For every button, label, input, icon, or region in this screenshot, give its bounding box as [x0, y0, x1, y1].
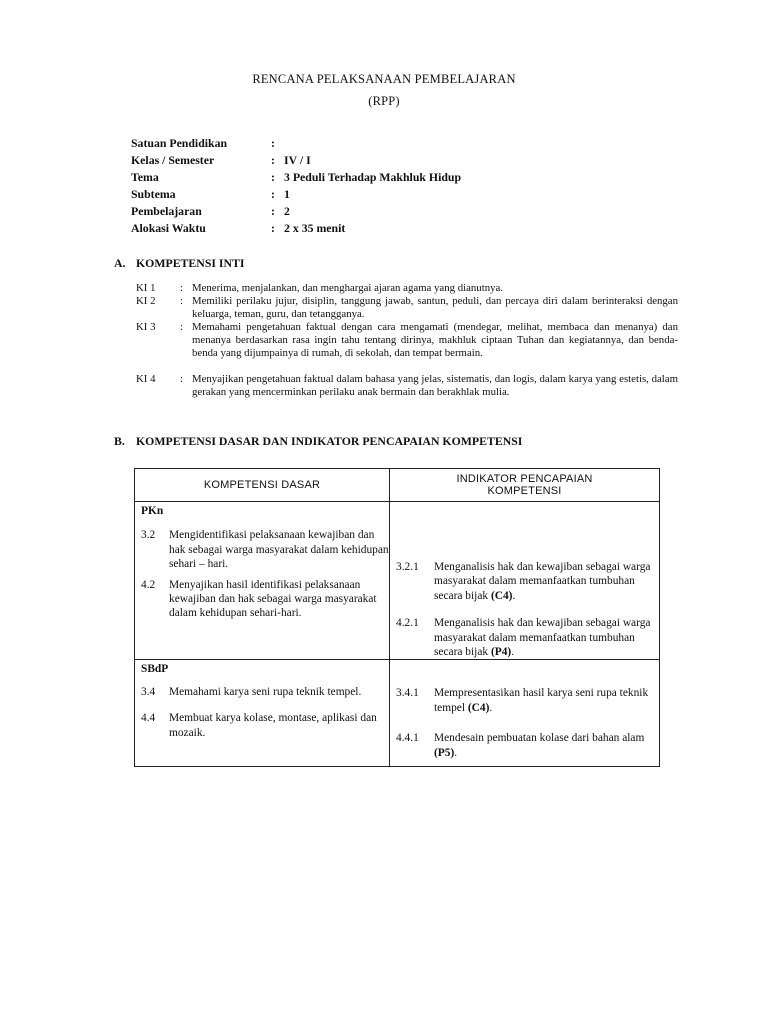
ki-colon: :: [180, 321, 183, 333]
section-b-heading: [114, 434, 522, 449]
identity-colon: :: [271, 187, 275, 201]
ki-label: KI 1: [136, 282, 156, 294]
identity-colon: :: [271, 153, 275, 167]
kd-text: Memahami karya seni rupa teknik tempel.: [169, 685, 362, 698]
document-subtitle: (RPP): [368, 94, 400, 108]
table-header-row: [135, 469, 660, 502]
identity-label: Satuan Pendidikan: [131, 136, 228, 150]
kd-item: [135, 578, 389, 621]
ki-colon: :: [180, 373, 183, 385]
identity-label: Alokasi Waktu: [131, 221, 206, 235]
kd-text: Mengidentifikasi pelaksanaan kewajiban dan hak sebagai warga masyarakat dalam kehidupan sehari – hari.: [169, 529, 389, 571]
identity-value: 3 Peduli Terhadap Makhluk Hidup: [284, 170, 462, 184]
identity-colon: :: [271, 170, 275, 184]
ki-label: KI 2: [136, 295, 156, 307]
indicator-code: (P5): [434, 746, 455, 759]
indicator-text: Menganalisis hak dan kewajiban sebagai warga masyarakat dalam memanfaatkan tumbuhan secara bijak: [434, 617, 651, 659]
section-letter: B.: [114, 434, 125, 448]
kd-number: 3.2: [141, 529, 156, 542]
indicator-code: (P4): [490, 646, 512, 659]
identity-value: 2: [284, 204, 290, 218]
document-title: RENCANA PELAKSANAAN PEMBELAJARAN: [252, 72, 516, 86]
ki-text: Menyajikan pengetahuan faktual dalam bahasa yang jelas, sistematis, dan logis, dalam karya yang estetis, dalam gerakan yang mencerminkan perilaku anak bermain dan berakhlak mulia.: [192, 373, 678, 399]
kd-text: Membuat karya kolase, montase, aplikasi dan mozaik.: [169, 712, 377, 739]
indicator-item: [390, 560, 659, 603]
indicator-end: .: [454, 746, 458, 759]
indicator-text: Menganalisis hak dan kewajiban sebagai warga masyarakat dalam memanfaatkan tumbuhan secara bijak: [434, 561, 651, 602]
identity-colon: :: [271, 221, 275, 235]
header-kd-label: KOMPETENSI DASAR: [203, 479, 321, 491]
header-indicator: [390, 469, 660, 502]
identity-colon: :: [271, 204, 275, 218]
ki-text: Menerima, menjalankan, dan menghargai ajaran agama yang dianutnya.: [192, 282, 503, 294]
competency-table: [134, 468, 660, 767]
indicator-number: 3.2.1: [396, 561, 419, 573]
ki-colon: :: [180, 282, 183, 294]
indicator-number: 3.4.1: [396, 687, 419, 700]
ki-text: Memiliki perilaku jujur, disiplin, tanggung jawab, santun, peduli, dan percaya diri dalam berinteraksi dengan keluarga, teman, guru, dan tetangganya.: [192, 295, 678, 321]
indicator-code: (C4): [490, 589, 513, 602]
indicator-end: .: [489, 701, 493, 714]
indicator-item: [390, 616, 659, 659]
section-a-heading: [114, 256, 245, 271]
kd-number: 4.2: [141, 578, 156, 591]
kd-item: [135, 685, 389, 699]
ki-item-3: [136, 321, 678, 361]
header-indicator-line2: KOMPETENSI: [487, 485, 562, 497]
indicator-end: .: [511, 646, 515, 659]
kd-item: [135, 528, 389, 571]
indicator-code: (C4): [467, 701, 490, 714]
identity-value: 2 x 35 menit: [284, 221, 346, 235]
section-title: KOMPETENSI DASAR DAN INDIKATOR PENCAPAIAN KOMPETENSI: [136, 434, 523, 448]
subject-label: PKn: [141, 505, 164, 517]
section-letter: A.: [114, 256, 126, 270]
identity-label: Subtema: [131, 187, 176, 201]
indicator-cell: [390, 660, 660, 767]
ki-item-1: [136, 282, 678, 295]
indicator-cell: [390, 502, 660, 660]
kd-text: Menyajikan hasil identifikasi pelaksanaan kewajiban dan hak sebagai warga masyarakat dalam kehidupan sehari-hari.: [169, 578, 377, 620]
indicator-text: Mempresentasikan hasil karya seni rupa teknik tempel: [434, 687, 649, 714]
identity-label: Pembelajaran: [131, 204, 202, 218]
indicator-text: Mendesain pembuatan kolase dari bahan alam: [434, 732, 645, 745]
kd-cell: [135, 502, 390, 660]
section-title: KOMPETENSI INTI: [136, 256, 245, 270]
kd-cell: [135, 660, 390, 767]
identity-label: Kelas / Semester: [131, 153, 215, 167]
ki-text: Memahami pengetahuan faktual dengan cara mengamati (mendegar, melihat, membaca dan menanya) dan menanya berdasarkan rasa ingin tahu tentang dirinya, makhluk ciptaan Tuhan dan kegiatannya, dan benda-benda yang dijumpainya di rumah, di sekolah, dan tempat bermain.: [192, 321, 678, 360]
identity-colon: :: [271, 136, 275, 150]
table-row: [135, 502, 660, 660]
ki-label: KI 4: [136, 373, 156, 385]
identity-label: Tema: [131, 170, 159, 184]
ki-label: KI 3: [136, 321, 156, 333]
kd-number: 4.4: [141, 712, 156, 725]
kd-number: 3.4: [141, 685, 156, 698]
table-row: [135, 660, 660, 767]
indicator-number: 4.2.1: [396, 617, 419, 630]
indicator-number: 4.4.1: [396, 732, 419, 745]
indicator-item: [390, 731, 659, 760]
subject-label: SBdP: [141, 663, 169, 676]
ki-colon: :: [180, 295, 183, 307]
ki-item-4: [136, 373, 678, 399]
ki-item-2: [136, 295, 678, 321]
identity-value: IV / I: [284, 153, 311, 167]
header-kd: [135, 469, 390, 502]
header-indicator-line1: INDIKATOR PENCAPAIAN: [456, 473, 593, 485]
kd-item: [135, 711, 389, 740]
indicator-end: .: [512, 589, 516, 602]
identity-value: 1: [284, 187, 290, 201]
indicator-item: [390, 686, 659, 715]
